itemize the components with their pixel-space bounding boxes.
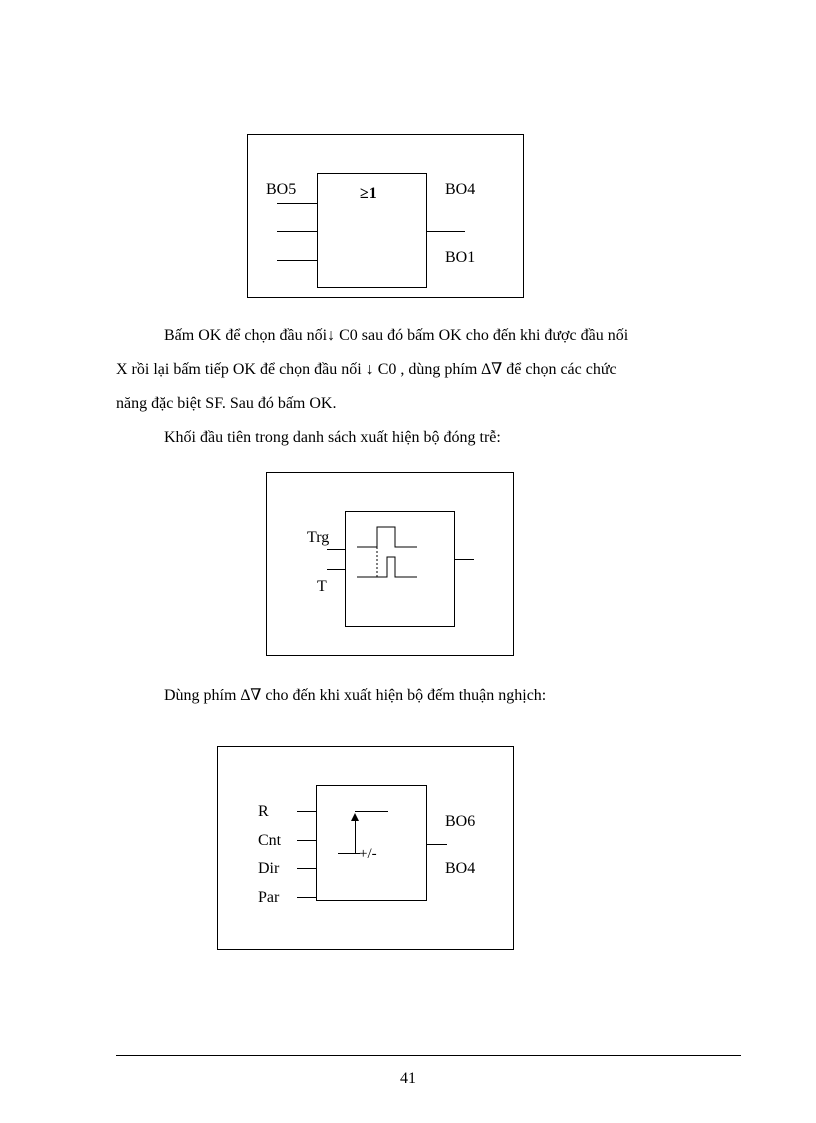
counter-top-line — [355, 811, 388, 812]
counter-base-line — [338, 853, 360, 854]
input-label-dir: Dir — [258, 860, 280, 877]
paragraph-2: Khối đầu tiên trong danh sách xuất hiện bộ đóng trễ: — [164, 429, 501, 446]
input-label-bo5: BO5 — [266, 181, 297, 198]
output-line — [427, 844, 447, 845]
input-line-3 — [277, 260, 317, 261]
dir-input-line — [297, 868, 316, 869]
output-line — [455, 559, 474, 560]
cnt-input-line — [297, 840, 316, 841]
counter-symbol: +/- — [359, 846, 377, 862]
counter-function-block — [316, 785, 427, 901]
or-block-symbol: ≥1 — [360, 185, 377, 202]
output-label-bo6: BO6 — [445, 813, 476, 830]
output-label-bo4: BO4 — [445, 860, 476, 877]
trg-input-line — [327, 549, 345, 550]
input-label-t: T — [317, 578, 327, 595]
or-block-diagram — [247, 134, 524, 298]
t-input-line — [327, 569, 345, 570]
paragraph-1-line-2: X rồi lại bấm tiếp OK để chọn đầu nối ↓ C0 , dùng phím ∆∇ để chọn các chức — [116, 361, 617, 378]
input-line-1 — [277, 203, 317, 204]
input-label-par: Par — [258, 889, 280, 906]
paragraph-1-line-1: Bấm OK để chọn đầu nối↓ C0 sau đó bấm OK cho đến khi được đầu nối — [164, 327, 629, 344]
footer-rule — [116, 1055, 741, 1056]
r-input-line — [297, 811, 316, 812]
output-label-bo4: BO4 — [445, 181, 476, 198]
input-label-cnt: Cnt — [258, 832, 282, 849]
page-number: 41 — [400, 1070, 416, 1087]
output-line — [427, 231, 465, 232]
output-label-bo1: BO1 — [445, 249, 476, 266]
on-delay-diagram — [266, 472, 514, 656]
delay-timing-icon — [355, 525, 425, 585]
counter-diagram — [217, 746, 514, 950]
paragraph-3: Dùng phím ∆∇ cho đến khi xuất hiện bộ đếm thuận nghịch: — [164, 687, 547, 704]
input-label-r: R — [258, 803, 269, 820]
input-line-2 — [277, 231, 317, 232]
paragraph-1-line-3: năng đặc biệt SF. Sau đó bấm OK. — [116, 395, 337, 412]
input-label-trg: Trg — [307, 529, 330, 546]
par-input-line — [297, 897, 316, 898]
